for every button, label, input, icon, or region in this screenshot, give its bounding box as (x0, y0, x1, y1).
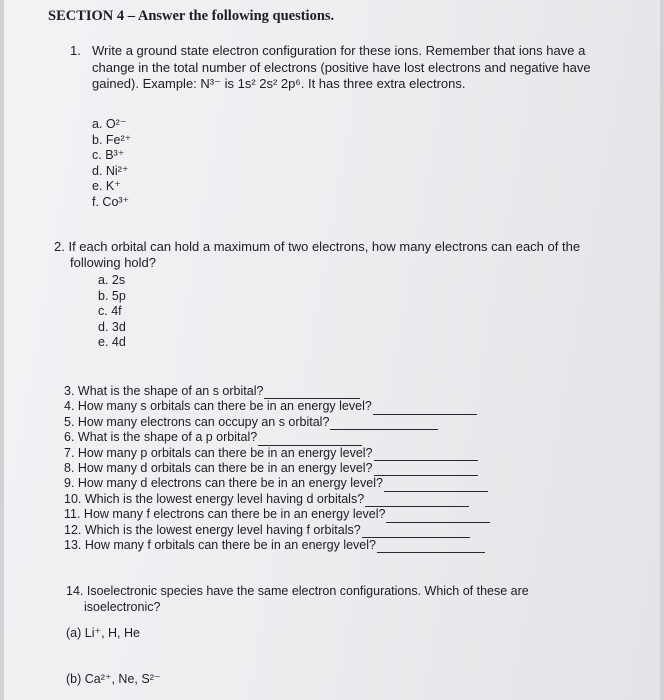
short-question (64, 538, 490, 553)
short-question (64, 399, 490, 414)
answer-blank[interactable] (330, 418, 438, 430)
short-question (64, 507, 490, 522)
question-7-text: 7. How many p orbitals can there be in an energy level? (64, 445, 373, 460)
short-question (64, 492, 490, 507)
answer-blank[interactable] (373, 403, 477, 415)
question-14-option-a: (a) Li⁺, H, He (66, 626, 140, 640)
question-2-line: 2. If each orbital can hold a maximum of two electrons, how many electrons can each of the (54, 239, 581, 254)
ion-item-c: c. B³⁺ (92, 148, 125, 162)
question-12-text: 12. Which is the lowest energy level having f orbitals? (64, 522, 361, 537)
ion-item-b: b. Fe²⁺ (92, 132, 132, 147)
short-question (64, 523, 490, 538)
question-1-line: change in the total number of electrons (positive have lost electrons and negative have (92, 59, 591, 75)
question-13-text: 13. How many f orbitals can there be in an energy level? (64, 538, 376, 553)
section-title: SECTION 4 – Answer the following questions. (48, 8, 335, 24)
question-6-text: 6. What is the shape of a p orbital? (64, 430, 258, 445)
answer-blank[interactable] (377, 541, 485, 553)
answer-blank[interactable] (362, 526, 470, 538)
question-14-line: isoelectronic? (84, 599, 161, 614)
orbital-item-e: e. 4d (98, 335, 126, 349)
question-10-text: 10. Which is the lowest energy level having d orbitals? (64, 491, 365, 506)
answer-blank[interactable] (258, 434, 362, 446)
question-2-line: following hold? (70, 255, 157, 270)
short-question (64, 384, 490, 399)
ion-item-d: d. Ni²⁺ (92, 163, 129, 178)
question-4-text: 4. How many s orbitals can there be in an energy level? (64, 399, 372, 414)
question-1-number: 1. (70, 43, 81, 58)
question-8-text: 8. How many d orbitals can there be in an energy level? (64, 461, 373, 476)
question-1-ion-list (92, 117, 131, 210)
question-14-option-b: (b) Ca²⁺, Ne, S²⁻ (66, 672, 161, 686)
question-1-line: Write a ground state electron configuration for these ions. Remember that ions have a (92, 43, 586, 58)
orbital-item-a: a. 2s (98, 273, 126, 287)
short-answer-questions (64, 384, 490, 553)
question-2 (54, 239, 580, 271)
question-1-text (92, 43, 591, 93)
answer-blank[interactable] (374, 449, 478, 461)
ion-item-e: e. K⁺ (92, 179, 121, 193)
orbital-item-c: c. 4f (98, 304, 122, 318)
ion-item-f: f. Co³⁺ (92, 194, 130, 209)
answer-blank[interactable] (264, 387, 360, 399)
answer-blank[interactable] (384, 480, 488, 492)
short-question (64, 476, 490, 491)
question-11-text: 11. How many f electrons can there be in an energy level? (64, 507, 386, 522)
question-9-text: 9. How many d electrons can there be in an energy level? (64, 476, 383, 491)
orbital-item-d: d. 3d (98, 319, 126, 334)
answer-blank[interactable] (374, 464, 478, 476)
question-3-text: 3. What is the shape of an s orbital? (64, 384, 264, 398)
worksheet-page (4, 0, 660, 700)
short-question (64, 415, 490, 430)
question-2-orbital-list (98, 273, 126, 351)
question-14 (66, 584, 529, 615)
answer-blank[interactable] (386, 511, 490, 523)
short-question (64, 430, 490, 445)
orbital-item-b: b. 5p (98, 288, 126, 303)
question-14-line: 14. Isoelectronic species have the same electron configurations. Which of these are (66, 584, 529, 598)
ion-item-a: a. O²⁻ (92, 117, 127, 131)
question-5-text: 5. How many electrons can occupy an s orbital? (64, 414, 330, 429)
answer-blank[interactable] (365, 495, 469, 507)
short-question (64, 446, 490, 461)
short-question (64, 461, 490, 476)
question-1-line: gained). Example: N³⁻ is 1s² 2s² 2p⁶. It has three extra electrons. (92, 76, 466, 91)
